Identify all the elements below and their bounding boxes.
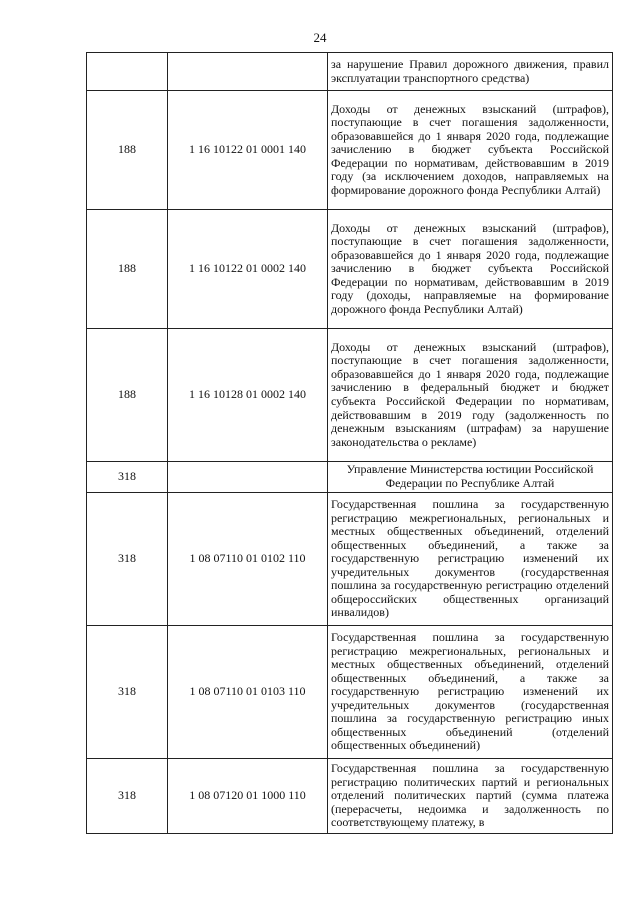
admin-code-cell: 188 <box>87 329 168 462</box>
table-row <box>87 462 613 493</box>
table-row <box>87 210 613 329</box>
revenue-codes-table <box>86 52 613 834</box>
budget-code-cell: 1 08 07110 01 0102 110 <box>168 493 328 626</box>
budget-code-cell <box>168 53 328 91</box>
budget-code-cell <box>168 462 328 493</box>
description-cell: Доходы от денежных взысканий (штрафов), поступающие в счет погашения задолженности, образовавшейся до 1 января 2020 года, подлежащие зачислению в федеральный бюджет и бюджет субъекта Российской Федерации по нормативам, действовавшим в 2019 году (задолженность по денежным взысканиям (штрафам) за нарушение законодательства о рекламе) <box>328 329 613 462</box>
budget-code-cell: 1 08 07120 01 1000 110 <box>168 759 328 834</box>
budget-code-cell: 1 08 07110 01 0103 110 <box>168 626 328 759</box>
admin-code-cell: 318 <box>87 493 168 626</box>
table-body <box>87 53 613 834</box>
admin-code-cell: 188 <box>87 210 168 329</box>
page-number: 24 <box>313 30 327 45</box>
description-cell: за нарушение Правил дорожного движения, правил эксплуатации транспортного средства) <box>328 53 613 91</box>
budget-code-cell: 1 16 10128 01 0002 140 <box>168 329 328 462</box>
admin-code-cell <box>87 53 168 91</box>
description-cell: Доходы от денежных взысканий (штрафов), поступающие в счет погашения задолженности, образовавшейся до 1 января 2020 года, подлежащие зачислению в бюджет субъекта Российской Федерации по нормативам, действовавшим в 2019 году (доходы, направляемые на формирование дорожного фонда Республики Алтай) <box>328 210 613 329</box>
table-row <box>87 759 613 834</box>
table-row <box>87 91 613 210</box>
table-row <box>87 329 613 462</box>
table-row <box>87 493 613 626</box>
admin-code-cell: 318 <box>87 626 168 759</box>
admin-code-cell: 318 <box>87 462 168 493</box>
department-heading-cell: Управление Министерства юстиции Российской Федерации по Республике Алтай <box>328 462 613 493</box>
admin-code-cell: 318 <box>87 759 168 834</box>
budget-code-cell: 1 16 10122 01 0002 140 <box>168 210 328 329</box>
description-cell: Государственная пошлина за государственную регистрацию политических партий и региональных отделений политических партий (сумма платежа (перерасчеты, недоимка и задолженность по соответствующему платежу, в <box>328 759 613 834</box>
description-cell: Доходы от денежных взысканий (штрафов), поступающие в счет погашения задолженности, образовавшейся до 1 января 2020 года, подлежащие зачислению в бюджет субъекта Российской Федерации по нормативам, действовавшим в 2019 году (за исключением доходов, направляемых на формирование дорожного фонда Республики Алтай) <box>328 91 613 210</box>
description-cell: Государственная пошлина за государственную регистрацию межрегиональных, региональных и местных общественных объединений, отделений общественных объединений, а также за государственную регистрацию изменений их учредительных документов (государственная пошлина за государственную регистрацию иных общественных объединений (отделений общественных объединений) <box>328 626 613 759</box>
table-row <box>87 626 613 759</box>
description-cell: Государственная пошлина за государственную регистрацию межрегиональных, региональных и местных общественных объединений, отделений общественных объединений, а также за государственную регистрацию изменений их учредительных документов (государственная пошлина за государственную регистрацию отделений общероссийских общественных организаций инвалидов) <box>328 493 613 626</box>
budget-code-cell: 1 16 10122 01 0001 140 <box>168 91 328 210</box>
admin-code-cell: 188 <box>87 91 168 210</box>
table-row <box>87 53 613 91</box>
